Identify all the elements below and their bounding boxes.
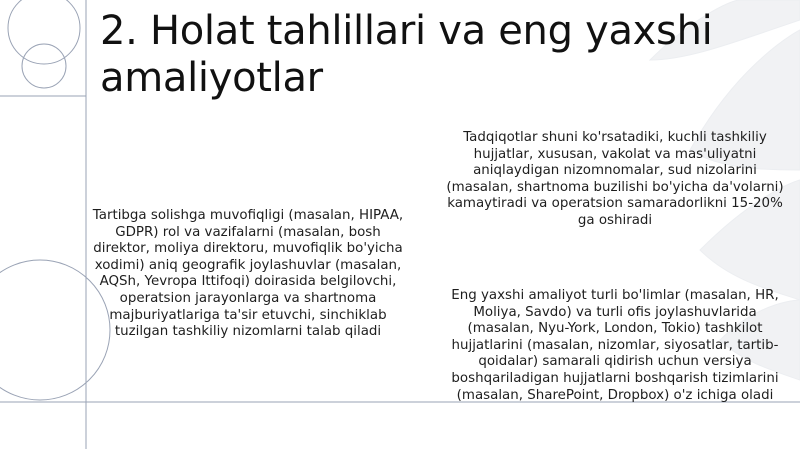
circle-decoration-small (22, 44, 66, 88)
slide-title-line1: 2. Holat tahlillari va eng yaxshi (100, 8, 713, 54)
right-bottom-paragraph: Eng yaxshi amaliyot turli bo'limlar (masalan, HR, Moliya, Savdo) va turli ofis joylashuvlarida (masalan, Nyu-York, London, Tokio) tashkilot hujjatlarini (masalan, nizomlar, siyosatlar, tartib-qoidalar) samarali qidirish uchun versiya boshqariladigan hujjatlarni boshqarish tizimlarini (masalan, SharePoint, Dropbox) o'z ichiga oladi (451, 288, 779, 403)
right-top-paragraph: Tadqiqotlar shuni ko'rsatadiki, kuchli tashkiliy hujjatlar, xususan, vakolat va mas'uliyatni aniqlaydigan nizomnomalar, sud nizolarini (masalan, shartnoma buzilishi bo'yicha da'volarni) kamaytiradi va operatsion samaradorlikni 15-20% ga oshiradi (446, 130, 784, 228)
slide-title-line2: amaliyotlar (100, 55, 323, 101)
left-paragraph: Tartibga solishga muvofiqligi (masalan, HIPAA, GDPR) rol va vazifalarni (masalan, bosh direktor, moliya direktoru, muvofiqlik bo'yicha xodimi) aniq geografik joylashuvlar (masalan, AQSh, Yevropa Ittifoqi) doirasida belgilovchi, operatsion jarayonlarga va shartnoma majburiyatlariga ta'sir etuvchi, sinchiklab tuzilgan tashkiliy nizomlarni talab qiladi (92, 208, 404, 340)
slide-title (100, 8, 790, 102)
circle-decoration-large (8, 0, 80, 64)
